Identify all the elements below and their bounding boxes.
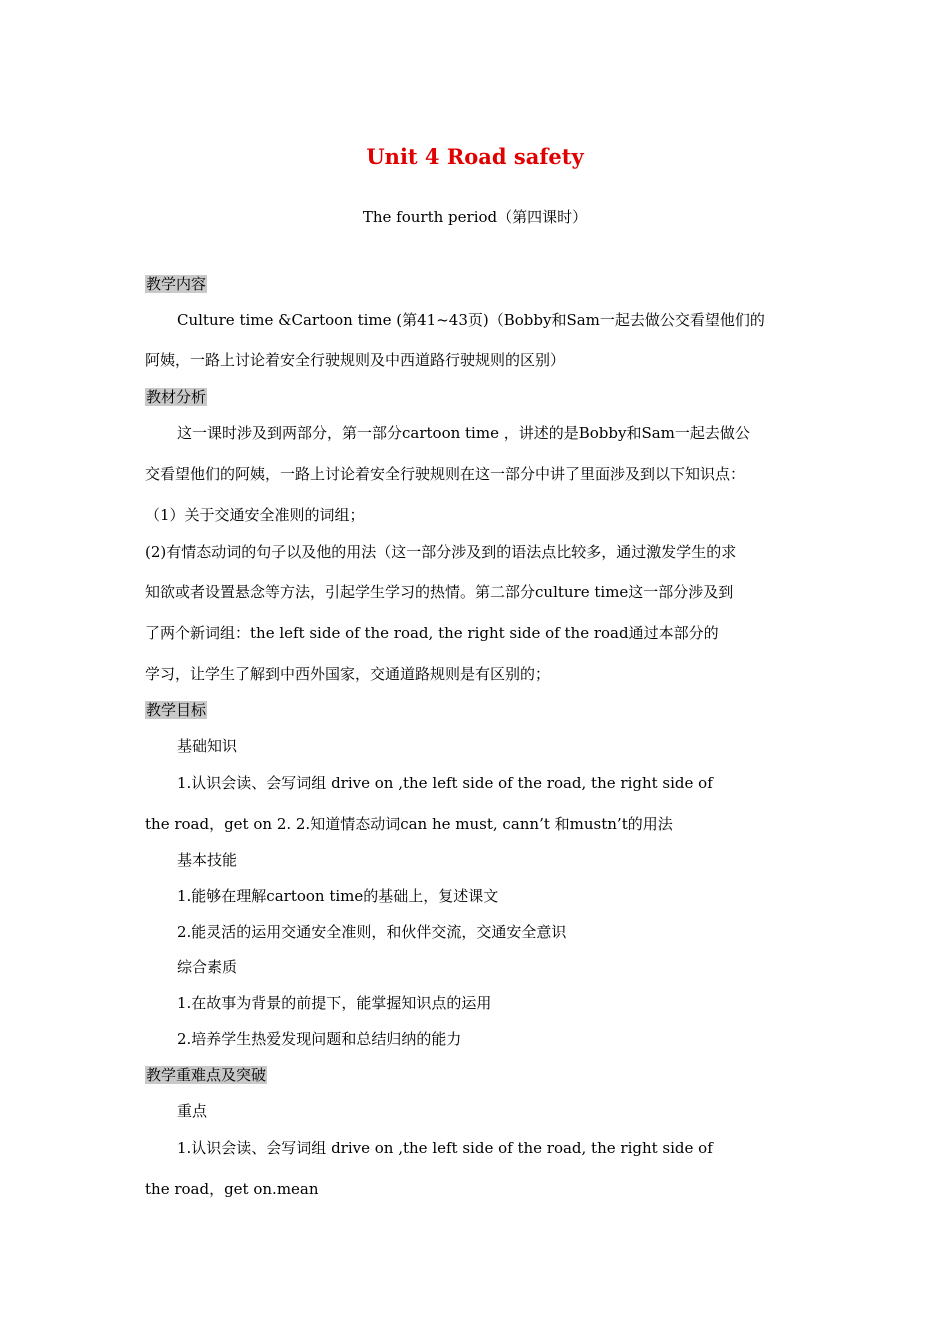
- paragraph-line: 这一课时涉及到两部分，第一部分cartoon time ，讲述的是Bobby和Sam一起去做公: [177, 424, 750, 442]
- subheading: 重点: [177, 1102, 208, 1120]
- list-item: 2.能灵活的运用交通安全准则，和伙伴交流，交通安全意识: [177, 923, 567, 941]
- paragraph-line: 交看望他们的阿姨，一路上讨论着安全行驶规则在这一部分中讲了里面涉及到以下知识点：: [145, 465, 746, 483]
- document-title: Unit 4 Road safety: [366, 144, 584, 169]
- section-heading-objectives: [145, 700, 207, 720]
- subheading: 基本技能: [177, 851, 238, 869]
- section-heading-label: 教材分析: [146, 388, 207, 406]
- section-heading-label: 教学目标: [146, 701, 207, 719]
- list-item: 2.培养学生热爱发现问题和总结归纳的能力: [177, 1030, 462, 1048]
- document-subtitle: The fourth period（第四课时）: [362, 208, 588, 226]
- list-item: （1）关于交通安全准则的词组；: [145, 506, 365, 524]
- section-heading-label: 教学内容: [146, 275, 207, 293]
- list-item: 1.认识会读、会写词组 drive on ,the left side of the road, the right side of: [177, 1139, 713, 1157]
- section-heading-label: 教学重难点及突破: [146, 1066, 267, 1084]
- list-item-continuation: the road，get on.mean: [145, 1180, 319, 1198]
- subheading: 基础知识: [177, 737, 238, 755]
- paragraph-line: 了两个新词组：the left side of the road, the right side of the road通过本部分的: [145, 624, 719, 642]
- paragraph-line: 学习，让学生了解到中西外国家，交通道路规则是有区别的；: [145, 665, 551, 683]
- list-item: 1.认识会读、会写词组 drive on ,the left side of the road, the right side of: [177, 774, 713, 792]
- paragraph-line: 知欲或者设置悬念等方法，引起学生学习的热情。第二部分culture time这一部分涉及到: [145, 583, 734, 601]
- paragraph-line: Culture time &Cartoon time (第41~43页)（Bobby和Sam一起去做公交看望他们的: [177, 311, 765, 329]
- section-heading-analysis: [145, 387, 207, 407]
- list-item: 1.能够在理解cartoon time的基础上，复述课文: [177, 887, 499, 905]
- section-heading-key-points: [145, 1065, 267, 1085]
- list-item-continuation: the road，get on 2. 2.知道情态动词can he must, cann’t 和mustn’t的用法: [145, 815, 673, 833]
- list-item: 1.在故事为背景的前提下，能掌握知识点的运用: [177, 994, 492, 1012]
- subheading: 综合素质: [177, 958, 238, 976]
- section-heading-content: [145, 274, 207, 294]
- paragraph-line: 阿姨，一路上讨论着安全行驶规则及中西道路行驶规则的区别）: [145, 351, 566, 369]
- paragraph-line: (2)有情态动词的句子以及他的用法（这一部分涉及到的语法点比较多，通过激发学生的求: [145, 543, 737, 561]
